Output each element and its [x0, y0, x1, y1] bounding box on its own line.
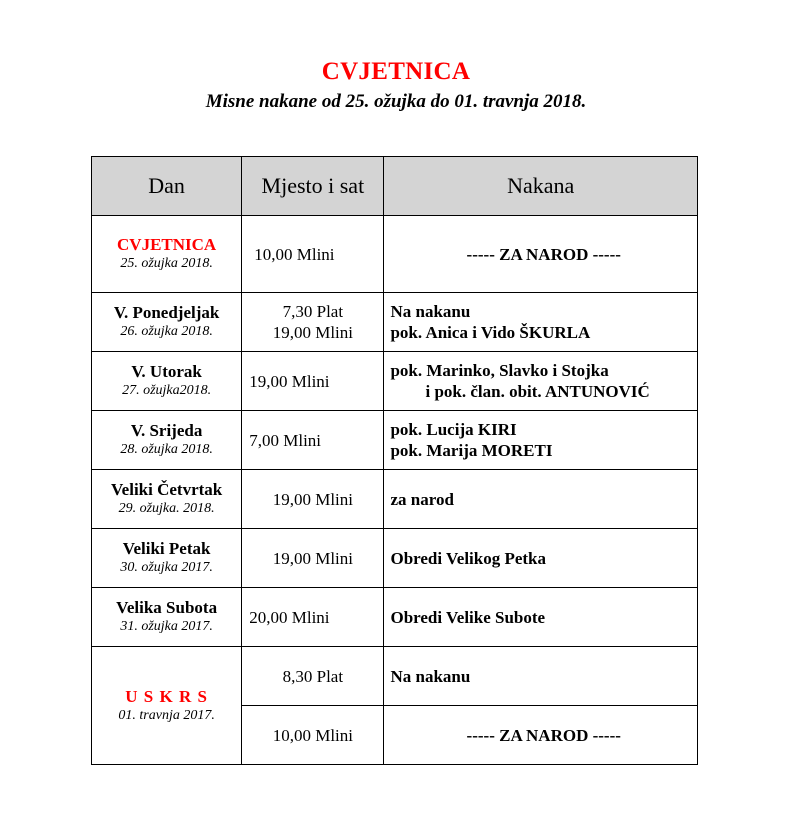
- intent-text: i pok. član. obit. ANTUNOVIĆ: [425, 382, 650, 401]
- day-date: 01. travnja 2017.: [118, 707, 215, 723]
- place-cell: [242, 706, 384, 765]
- day-date: 28. ožujka 2018.: [120, 442, 213, 457]
- table-row: [92, 216, 698, 293]
- table-row: [92, 293, 698, 352]
- intent-text: Na nakanu: [390, 666, 471, 686]
- place-cell: [242, 352, 384, 411]
- table-row: [92, 588, 698, 647]
- table-row: [92, 647, 698, 706]
- day-date: 29. ožujka. 2018.: [118, 501, 215, 516]
- intent-cell: [384, 352, 698, 411]
- day-name: V. Srijeda: [130, 421, 203, 440]
- day-cell: [92, 470, 242, 529]
- table-row: [92, 352, 698, 411]
- intent-text: ----- ZA NAROD -----: [466, 725, 621, 745]
- day-name: Velika Subota: [116, 598, 218, 617]
- day-name: Veliki Četvrtak: [110, 480, 223, 499]
- place-cell: [242, 529, 384, 588]
- intent-cell: [384, 706, 698, 765]
- place-cell: [242, 293, 384, 352]
- day-cell: [92, 293, 242, 352]
- place-cell: [242, 470, 384, 529]
- intent-text: pok. Lucija KIRI: [390, 420, 517, 439]
- place-time: 8,30 Plat: [282, 666, 344, 686]
- place-time: 20,00 Mlini: [249, 607, 330, 627]
- place-cell: [242, 647, 384, 706]
- place-time: 19,00 Mlini: [272, 489, 353, 509]
- place-time: 7,00 Mlini: [249, 430, 322, 450]
- header-place: Mjesto i sat: [242, 157, 384, 216]
- intent-text: Na nakanu: [390, 302, 471, 321]
- intent-cell: [384, 647, 698, 706]
- day-name: U S K R S: [125, 686, 208, 706]
- intent-text: pok. Marinko, Slavko i Stojka: [390, 361, 609, 380]
- day-cell: [92, 529, 242, 588]
- table-row: [92, 470, 698, 529]
- header-intent: Nakana: [384, 157, 698, 216]
- day-date: 27. ožujka2018.: [122, 383, 212, 398]
- day-date: 25. ožujka 2018.: [120, 256, 213, 271]
- place-cell: [242, 216, 384, 293]
- intent-text: za narod: [390, 489, 454, 509]
- place-time: 10,00 Mlini: [254, 244, 335, 264]
- intent-cell: [384, 411, 698, 470]
- day-cell: [92, 352, 242, 411]
- place-cell: [242, 588, 384, 647]
- day-date: 30. ožujka 2017.: [120, 560, 213, 575]
- day-name: V. Utorak: [131, 362, 202, 381]
- intent-text: pok. Anica i Vido ŠKURLA: [390, 323, 591, 342]
- day-name: Veliki Petak: [122, 539, 211, 558]
- table-header-row: [92, 157, 698, 216]
- intent-cell: [384, 470, 698, 529]
- place-time: 19,00 Mlini: [249, 371, 330, 391]
- day-cell: [92, 216, 242, 293]
- intent-cell: [384, 293, 698, 352]
- header-day: Dan: [92, 157, 242, 216]
- intent-cell: [384, 588, 698, 647]
- intent-text: Obredi Velikog Petka: [390, 548, 547, 568]
- table-row: [92, 529, 698, 588]
- intent-cell: [384, 216, 698, 293]
- day-cell: [92, 647, 242, 765]
- day-cell: [92, 411, 242, 470]
- document-title: CVJETNICA: [321, 58, 471, 85]
- document-subtitle: Misne nakane od 25. ožujka do 01. travnja 2018.: [205, 91, 587, 112]
- place-time: 19,00 Mlini: [272, 323, 353, 342]
- intent-text: ----- ZA NAROD -----: [466, 244, 621, 264]
- day-cell: [92, 588, 242, 647]
- intent-cell: [384, 529, 698, 588]
- place-time: 10,00 Mlini: [272, 725, 353, 745]
- day-date: 26. ožujka 2018.: [120, 324, 213, 339]
- place-cell: [242, 411, 384, 470]
- intent-text: Obredi Velike Subote: [390, 607, 546, 627]
- day-name: CVJETNICA: [117, 235, 217, 254]
- place-time: 7,30 Plat: [282, 302, 344, 321]
- place-time: 19,00 Mlini: [272, 548, 353, 568]
- table-row: [92, 411, 698, 470]
- day-date: 31. ožujka 2017.: [120, 619, 213, 634]
- mass-intentions-table: [91, 156, 698, 765]
- intent-text: pok. Marija MORETI: [390, 441, 553, 460]
- day-name: V. Ponedjeljak: [113, 303, 220, 322]
